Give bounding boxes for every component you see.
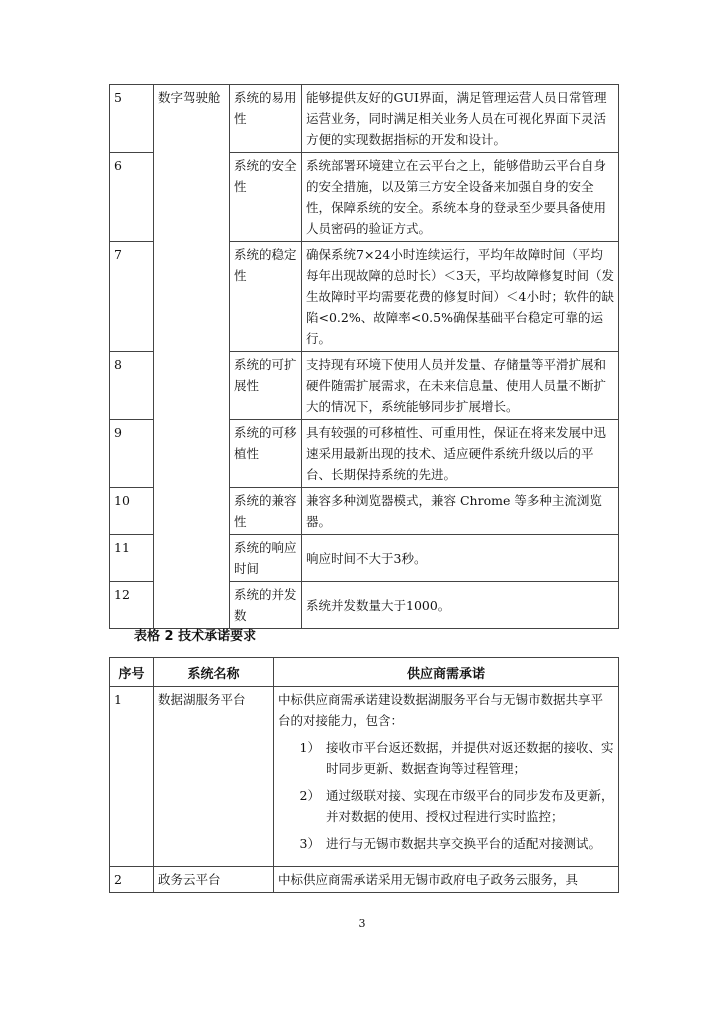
- row-number: 1: [110, 687, 154, 867]
- requirement-desc: 能够提供友好的GUI界面，满足管理运营人员日常管理运营业务，同时满足相关业务人员在可视化界面下灵活方便的实现数据指标的开发和设计。: [302, 85, 619, 153]
- list-item: [296, 737, 614, 779]
- list-item: [296, 833, 614, 854]
- row-number: 10: [110, 488, 154, 535]
- system-name: 数据湖服务平台: [154, 687, 274, 867]
- commitment-table: [109, 657, 619, 893]
- list-item-text: 通过级联对接、实现在市级平台的同步发布及更新，并对数据的使用、授权过程进行实时监控；: [326, 788, 614, 824]
- page-number: 3: [358, 917, 366, 930]
- requirement-name: 系统的可扩展性: [230, 352, 302, 420]
- requirement-name: 系统的并发数: [230, 582, 302, 629]
- requirements-table: [109, 84, 619, 629]
- requirement-name: 系统的易用性: [230, 85, 302, 153]
- row-number: 2: [110, 867, 154, 893]
- column-header-number: 序号: [110, 658, 154, 687]
- table-header-row: [110, 658, 619, 687]
- commitment-cell: 中标供应商需承诺采用无锡市政府电子政务云服务，具: [274, 867, 619, 893]
- table-row: [110, 687, 619, 867]
- requirement-name: 系统的响应时间: [230, 535, 302, 582]
- row-number: 9: [110, 420, 154, 488]
- row-number: 11: [110, 535, 154, 582]
- list-item-text: 进行与无锡市数据共享交换平台的适配对接测试。: [326, 836, 602, 851]
- row-number: 6: [110, 153, 154, 242]
- requirement-desc: 支持现有环境下使用人员并发量、存储量等平滑扩展和硬件随需扩展需求，在未来信息量、使用人员量不断扩大的情况下，系统能够同步扩展增长。: [302, 352, 619, 420]
- requirement-desc: 确保系统7×24小时连续运行，平均年故障时间（平均每年出现故障的总时长）＜3天，平均故障修复时间（发生故障时平均需要花费的修复时间）＜4小时；软件的缺陷<0.2%、故障率<0.5%确保基础平台稳定可靠的运行。: [302, 242, 619, 352]
- row-number: 8: [110, 352, 154, 420]
- list-item: [296, 785, 614, 827]
- column-header-system: 系统名称: [154, 658, 274, 687]
- requirement-desc: 系统部署环境建立在云平台之上，能够借助云平台自身的安全措施，以及第三方安全设备来加强自身的安全性，保障系统的安全。系统本身的登录至少要具备使用人员密码的验证方式。: [302, 153, 619, 242]
- requirement-name: 系统的兼容性: [230, 488, 302, 535]
- list-item-text: 接收市平台返还数据，并提供对返还数据的接收、实时同步更新、数据查询等过程管理；: [326, 740, 614, 776]
- category-cell: 数字驾驶舱: [154, 85, 230, 629]
- requirement-name: 系统的稳定性: [230, 242, 302, 352]
- requirement-desc: 系统并发数量大于1000。: [302, 582, 619, 629]
- row-number: 5: [110, 85, 154, 153]
- column-header-commitment: 供应商需承诺: [274, 658, 619, 687]
- list-item-number: 3）: [299, 836, 320, 851]
- table-row: [110, 867, 619, 893]
- requirement-name: 系统的安全性: [230, 153, 302, 242]
- requirement-name: 系统的可移植性: [230, 420, 302, 488]
- requirement-desc: 具有较强的可移植性、可重用性，保证在将来发展中迅速采用最新出现的技术、适应硬件系统升级以后的平台、长期保持系统的先进。: [302, 420, 619, 488]
- list-item-number: 1）: [299, 740, 320, 755]
- table-row: [110, 85, 619, 153]
- requirement-desc: 兼容多种浏览器模式，兼容 Chrome 等多种主流浏览器。: [302, 488, 619, 535]
- list-item-number: 2）: [299, 788, 320, 803]
- table-caption: 表格 2 技术承诺要求: [134, 629, 257, 644]
- system-name: 政务云平台: [154, 867, 274, 893]
- commitment-intro: 中标供应商需承诺建设数据湖服务平台与无锡市数据共享平台的对接能力，包含：: [278, 692, 604, 728]
- requirement-desc: 响应时间不大于3秒。: [302, 535, 619, 582]
- row-number: 7: [110, 242, 154, 352]
- commitment-cell: [274, 687, 619, 867]
- row-number: 12: [110, 582, 154, 629]
